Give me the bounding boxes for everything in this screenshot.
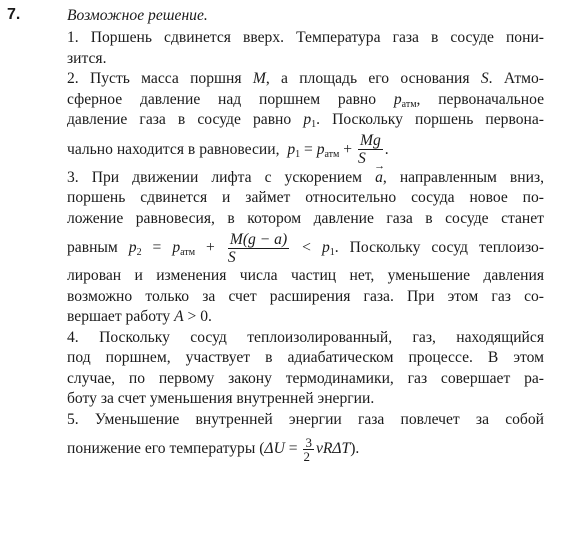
fraction-three-halves: $\frac{3}{2}$	[303, 434, 312, 464]
formula-delta-u: ΔU = $\frac{3}{2}$ νRΔT	[264, 434, 351, 464]
p4-line-2: под поршнем, участвует в адиабатическом процессе. В этом	[67, 349, 544, 366]
p5-line-2: понижение его температуры (ΔU = $\frac{3}{2}$ νRΔT).	[67, 434, 360, 464]
p1-line-2: зится.	[67, 49, 107, 67]
p5-line-1: 5. Уменьшение внутренней энергии газа повлечет за собой	[67, 410, 544, 428]
problem-number: 7.	[7, 6, 21, 23]
p4-line-3: случае, по первому закону термодинамики, газ совершает ра-	[67, 369, 544, 387]
p2-line-2: сферное давление над поршнем равно $p_{атм}$, первоначальное	[67, 90, 544, 110]
acceleration-vector: → a	[375, 168, 383, 189]
p3-line-2: поршень сдвинется и займет относительно сосуда новое по-	[67, 189, 544, 206]
p3-line-3: ложение равновесия, в котором давление газа в сосуде станет	[67, 209, 544, 227]
p3-line-4: равным $p_2 = p_{атм}$ + $\frac{M(g - a)}{S}$ < $p_1$. Поскольку сосуд теплоизо-	[67, 230, 545, 266]
p3-line-5: лирован и изменения числа частиц нет, уменьшение давления	[67, 267, 544, 284]
p2-line-4: чально находится в равновесии, $p_1 = p_{атм}$ + $\frac{Mg}{S}$ .	[67, 132, 389, 168]
p2-line-3: давление газа в сосуде равно $p_1$. Поскольку поршень первона-	[67, 111, 544, 130]
p4-line-4: боту за счет уменьшения внутренней энергии.	[67, 390, 375, 407]
p4-line-1: 4. Поскольку сосуд теплоизолированный, газ, находящийся	[67, 328, 544, 346]
p1-line-1: 1. Поршень сдвинется вверх. Температура газа в сосуде пони-	[67, 29, 544, 46]
p3-line-7: вершает работу A > 0.	[67, 308, 212, 325]
formula-p1: $p_1 = p_{атм}$ + $\frac{Mg}{S}$ .	[287, 132, 389, 168]
formula-p2: $p_2 = p_{атм}$ + $\frac{M(g - a)}{S}$ < $p_1$	[128, 230, 335, 266]
solution-heading: Возможное решение.	[67, 7, 208, 24]
p3-line-6: возможно только за счет расширения газа. При этом газ со-	[67, 287, 544, 305]
p3-line-1: 3. При движении лифта с ускорением → a, направленным вниз,	[67, 168, 544, 189]
fraction-m-g-a-s: $\frac{M(g - a)}{S}$	[227, 230, 288, 266]
solution-text	[67, 28, 544, 467]
p2-line-1: 2. Пусть масса поршня M, а площадь его основания S. Атмо-	[67, 70, 544, 87]
fraction-mg-s: $\frac{Mg}{S}$	[357, 132, 381, 168]
